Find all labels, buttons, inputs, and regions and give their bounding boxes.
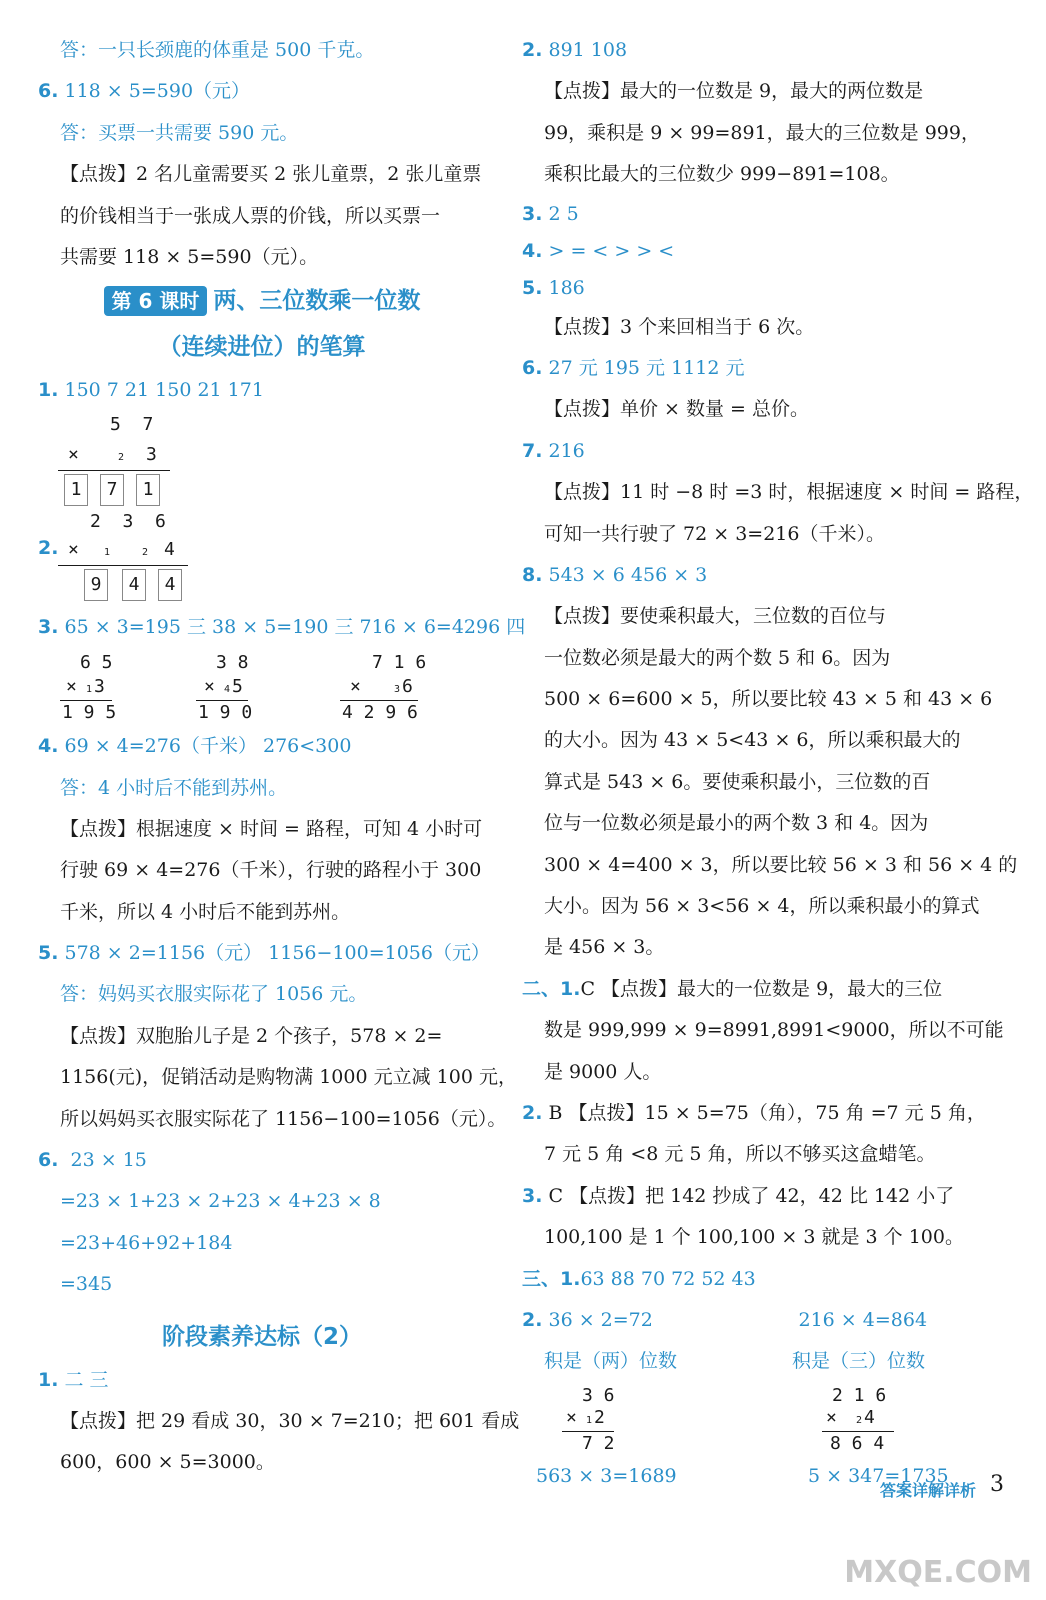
question-3: [522, 196, 972, 233]
tip-line: 一位数必须是最大的两个数 5 和 6。因为: [544, 646, 891, 669]
calc-step: =23+46+92+184: [60, 1231, 233, 1254]
calc-carry: 3: [394, 684, 401, 696]
calc-bottom: 5: [232, 676, 243, 698]
tip-line: 7 元 5 角 <8 元 5 角，所以不够买这盒蜡笔。: [544, 1143, 936, 1166]
stage-question-1: [38, 1360, 486, 1401]
question-number: 1.: [38, 379, 59, 402]
section2-question-2: [522, 1093, 986, 1134]
calc-carry: 4: [224, 684, 231, 696]
footer-label: 答案详解详析: [879, 1481, 976, 1500]
calc-line: [340, 700, 418, 701]
question-number: 2.: [522, 39, 543, 61]
question-number: 6.: [38, 80, 59, 103]
calc-line: [196, 700, 248, 701]
question-4: [38, 726, 486, 767]
calc-top: 3 8: [216, 652, 249, 674]
tip-line: 【点拨】双胞胎儿子是 2 个孩子，578 × 2=: [60, 1024, 443, 1047]
calc-bottom: 3: [146, 443, 157, 465]
calc-top: 6 5: [80, 652, 113, 674]
question-6b: [38, 1140, 486, 1181]
calc-box: 4: [122, 569, 146, 601]
tip-line: 【点拨】把 29 看成 30，30 × 7=210；把 601 看成: [60, 1409, 520, 1432]
question-number: 5.: [38, 942, 59, 965]
calc-line: [58, 565, 188, 566]
calc-operator: ×: [68, 538, 79, 560]
calc-carry: 1: [586, 1414, 593, 1426]
answer-text: B 【点拨】15 × 5=75（角），75 角 =7 元 5 角，: [548, 1101, 986, 1124]
answer-values: 186: [548, 276, 585, 299]
question-number: 7.: [522, 439, 543, 462]
tip-line: 的大小。因为 43 × 5<43 × 6，所以乘积最大的: [544, 729, 961, 752]
calc-result: 8 6 4: [830, 1432, 885, 1454]
tip-line: 99，乘积是 9 × 99=891，最大的三位数是 999，: [544, 121, 980, 144]
vertical-calc-row: [38, 648, 486, 726]
answer-line: 答：4 小时后不能到苏州。: [60, 776, 288, 799]
tip-line: 可知一共行驶了 72 × 3=216（千米）。: [544, 522, 885, 545]
tip-line: 300 × 4=400 × 3，所以要比较 56 × 3 和 56 × 4 的: [544, 853, 1018, 876]
question-number: 6.: [522, 356, 543, 379]
answer-text: C 【点拨】把 142 抄成了 42，42 比 142 小了: [548, 1184, 955, 1207]
answer-expression: 563 × 3=1689: [536, 1464, 677, 1487]
calc-step: =23 × 1+23 × 2+23 × 4+23 × 8: [60, 1190, 381, 1213]
question-number: 4.: [38, 735, 59, 758]
tip-line: 1156(元)，促销活动是购物满 1000 元立减 100 元，: [60, 1066, 517, 1089]
answer-expression: 216 × 4=864: [798, 1308, 928, 1331]
answer-values: 150 7 21 150 21 171: [64, 379, 264, 402]
section3-question-2: [522, 1300, 972, 1341]
question-5: [38, 933, 490, 974]
calc-operator: ×: [204, 676, 215, 698]
calc-carry: 1: [86, 684, 93, 696]
answer-expression: 36 × 2=72: [548, 1308, 653, 1331]
calc-bottom: 6: [402, 676, 413, 698]
tip-line: 是 9000 人。: [544, 1060, 662, 1083]
answer-text: C 【点拨】最大的一位数是 9，最大的三位: [580, 977, 943, 1000]
answer-values: 2 5: [548, 202, 579, 225]
calc-box: 9: [84, 569, 108, 601]
page-number: 3: [990, 1472, 1004, 1497]
answer-expression: 118 × 5=590（元）: [64, 80, 251, 103]
question-number: 3.: [38, 615, 59, 638]
tip-line: 大小。因为 56 × 3<56 × 4，所以乘积最小的算式: [544, 895, 980, 918]
digit-count: 积是（两）位数: [544, 1350, 678, 1373]
question-2: [522, 30, 972, 71]
question-5: [522, 270, 972, 307]
left-column: [38, 30, 526, 1484]
question-number: 二、1.: [522, 977, 581, 1000]
question-number: 3.: [522, 202, 543, 225]
answer-expression: 578 × 2=1156（元） 1156−100=1056（元）: [64, 942, 490, 965]
tip-line: 【点拨】根据速度 × 时间 = 路程，可知 4 小时可: [60, 817, 483, 840]
calc-result: 1 9 5: [62, 702, 117, 724]
tip-line: 600，600 × 5=3000。: [60, 1451, 275, 1474]
digit-count-line: [522, 1341, 972, 1382]
calc-operator: ×: [826, 1406, 837, 1428]
answer-line: 答：一只长颈鹿的体重是 500 千克。: [60, 39, 375, 61]
tip-line: 千米，所以 4 小时后不能到苏州。: [60, 900, 351, 923]
tip-line: 【点拨】3 个来回相当于 6 次。: [544, 315, 815, 338]
question-number: 2.: [522, 1101, 543, 1124]
calc-result: 1 9 0: [198, 702, 253, 724]
calc-line: [60, 700, 112, 701]
question-1: [38, 370, 486, 411]
calc-line: [822, 1431, 894, 1432]
answer-values: 63 88 70 72 52 43: [580, 1267, 756, 1290]
question-number: 4.: [522, 239, 543, 262]
calc-top: 2 1 6: [832, 1384, 887, 1406]
tip-line: 算式是 543 × 6。要使乘积最小，三位数的百: [544, 770, 931, 793]
calc-line: [562, 1431, 614, 1432]
calc-top: 2 3 6: [90, 510, 166, 532]
answer-values: 27 元 195 元 1112 元: [548, 356, 745, 379]
calc-carry: 2: [118, 451, 125, 463]
section3-question-1: [522, 1259, 972, 1300]
answer-values: 216: [548, 439, 585, 462]
tip-line: 【点拨】11 时 −8 时 =3 时，根据速度 × 时间 = 路程，: [544, 481, 1034, 504]
stage-title: 阶段素养达标（2）: [161, 1323, 362, 1350]
calc-box: 7: [100, 474, 124, 506]
calc-bottom: 4: [164, 538, 175, 560]
question-6: [522, 348, 972, 389]
vertical-calc-1: [38, 412, 486, 507]
tip-line: 的价钱相当于一张成人票的价钱，所以买票一: [60, 204, 441, 227]
tip-line: 共需要 118 × 5=590（元）。: [60, 245, 319, 268]
calc-carry: 2: [856, 1414, 863, 1426]
answer-line: 答：买票一共需要 590 元。: [60, 121, 299, 144]
calc-operator: ×: [68, 443, 79, 465]
tip-line: 【点拨】2 名儿童需要买 2 张儿童票，2 张儿童票: [60, 163, 482, 186]
calc-top: 5 7: [110, 413, 154, 435]
tip-line: 乘积比最大的三位数少 999−891=108。: [544, 163, 900, 186]
answer-values: 543 × 6 456 × 3: [548, 563, 708, 586]
calc-carry: 2: [142, 546, 149, 558]
calc-box: 1: [136, 474, 160, 506]
question-number: 3.: [522, 1184, 543, 1207]
question-8: [522, 555, 972, 596]
calc-result: 4 2 9 6: [342, 702, 418, 724]
tip-line: 【点拨】单价 × 数量 = 总价。: [544, 398, 809, 421]
calc-carry: 1: [104, 546, 111, 558]
tip-line: 【点拨】最大的一位数是 9，最大的两位数是: [544, 80, 924, 103]
calc-bottom: 4: [864, 1406, 875, 1428]
calc-operator: ×: [66, 676, 77, 698]
question-number: 8.: [522, 563, 543, 586]
vertical-calc-2: [38, 507, 486, 607]
section2-question-3: [522, 1176, 972, 1217]
tip-line: 【点拨】要使乘积最大，三位数的百位与: [544, 605, 887, 628]
answer-values: > = < > > <: [548, 239, 675, 262]
calc-box: 1: [64, 474, 88, 506]
tip-line: 所以妈妈买衣服实际花了 1156−100=1056（元）。: [60, 1107, 507, 1130]
lesson-subtitle: （连续进位）的笔算: [158, 334, 366, 361]
calc-step: =345: [60, 1273, 113, 1296]
question-number: 三、1.: [522, 1267, 581, 1290]
calc-result: 7 2: [582, 1432, 615, 1454]
question-number: 2.: [522, 1308, 543, 1331]
tip-line: 位与一位数必须是最小的两个数 3 和 4。因为: [544, 812, 929, 835]
answer-values: 891 108: [548, 39, 628, 61]
tip-line: 是 456 × 3。: [544, 936, 665, 959]
question-number: 1.: [38, 1368, 59, 1391]
lesson-badge: 第 6 课时: [104, 286, 208, 316]
question-6: [38, 71, 486, 112]
question-number: 2.: [38, 536, 59, 559]
question-number: 6.: [38, 1149, 59, 1172]
calc-bottom: 3: [94, 676, 105, 698]
calc-line: [58, 470, 170, 471]
calc-bottom: 2: [594, 1406, 605, 1428]
section2-question-1: [522, 969, 972, 1010]
answer-values: 二 三: [64, 1368, 109, 1391]
calc-operator: ×: [566, 1406, 577, 1428]
calc-top: 3 6: [582, 1384, 615, 1406]
answer-expression: 69 × 4=276（千米） 276<300: [64, 735, 352, 758]
answer-expression: 5 × 347=1735: [808, 1464, 949, 1487]
question-7: [522, 431, 972, 472]
calc-box: 4: [158, 569, 182, 601]
answer-line: 答：妈妈买衣服实际花了 1056 元。: [60, 983, 368, 1006]
lesson-title-text: 两、三位数乘一位数: [213, 288, 421, 315]
question-number: 5.: [522, 276, 543, 299]
tip-line: 行驶 69 × 4=276（千米），行驶的路程小于 300: [60, 859, 482, 882]
digit-count: 积是（三）位数: [792, 1350, 926, 1373]
calc-operator: ×: [350, 676, 361, 698]
tip-line: 数是 999,999 × 9=8991,8991<9000，所以不可能: [544, 1019, 1004, 1042]
calc-top: 7 1 6: [372, 652, 427, 674]
tip-line: 100,100 是 1 个 100,100 × 3 就是 3 个 100。: [544, 1226, 964, 1249]
watermark: MXQE.COM: [844, 1555, 1032, 1590]
question-3: [38, 607, 526, 648]
vertical-calc-row: [522, 1383, 972, 1461]
lesson-title: [38, 278, 486, 324]
answer-values: 65 × 3=195 三 38 × 5=190 三 716 × 6=4296 四: [64, 615, 526, 638]
answer-expression: 23 × 15: [70, 1149, 147, 1172]
tip-line: 500 × 6=600 × 5，所以要比较 43 × 5 和 43 × 6: [544, 688, 993, 711]
right-column: [522, 30, 1034, 1491]
question-4: [522, 233, 972, 270]
